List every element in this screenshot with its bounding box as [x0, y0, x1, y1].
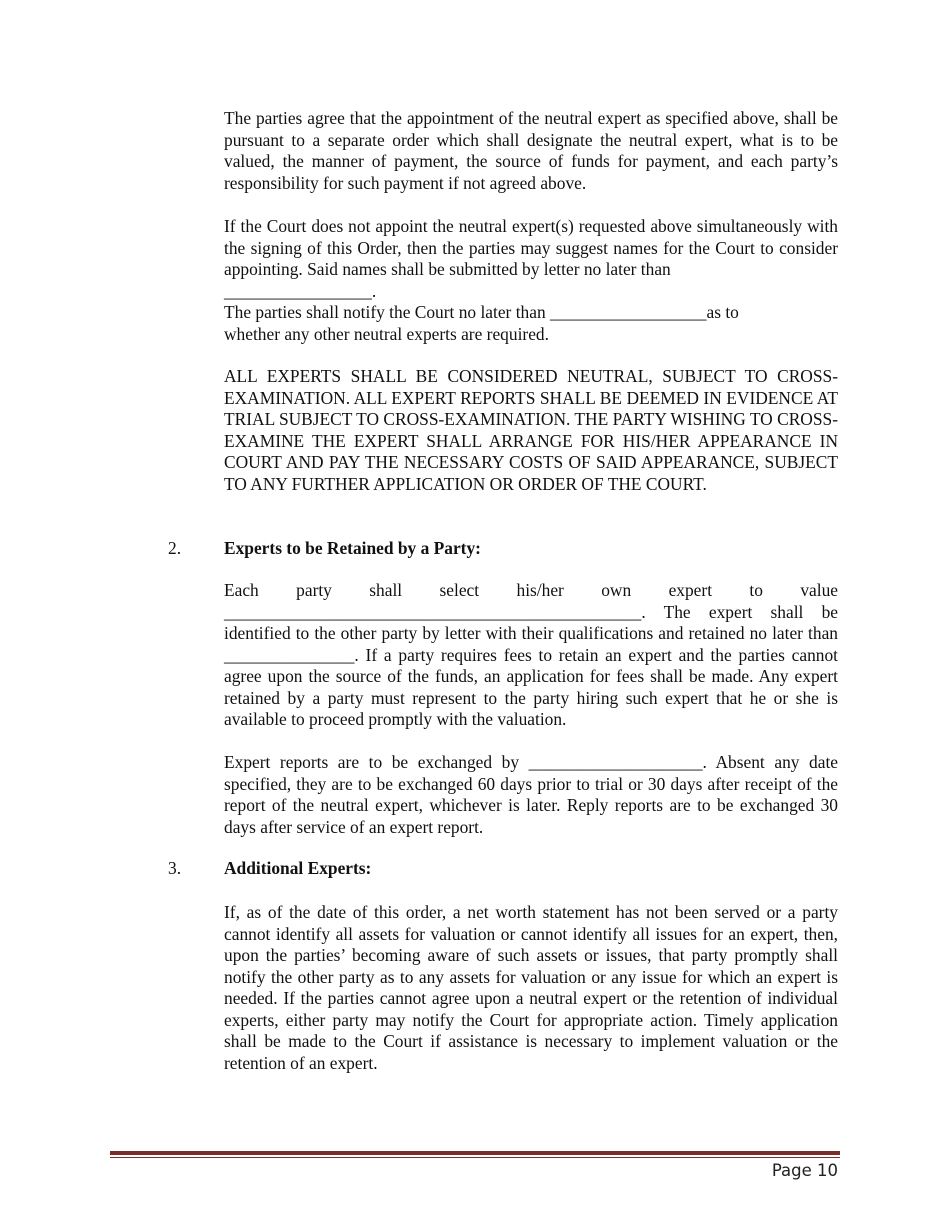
page-number: Page 10 — [771, 1161, 838, 1180]
section-3-heading: Additional Experts: — [224, 858, 372, 878]
party-expert-rest: ________________________________________________. The expert shall be identified to the other party by letter with their qualifications and retained no later than _______________. If a party requires fees to retain an expert and the parties cannot agree upon the source of the funds, an application for fees shall be made. Any expert retained by a party must represent to the party hiring such expert that he or she is available to proceed promptly with the valuation. — [224, 601, 838, 729]
paragraph-notify-court — [224, 302, 838, 345]
section-2-number: 2. — [168, 538, 182, 558]
paragraph-court-appointment-text: If the Court does not appoint the neutral expert(s) requested above simultaneously with the signing of this Order, then the parties may suggest names for the Court to consider appointing. Said names shall be submitted by letter no later than — [224, 216, 838, 279]
section-2-heading: Experts to be Retained by a Party: — [224, 538, 481, 558]
paragraph-neutral-expert-order: The parties agree that the appointment of the neutral expert as specified above, shall be pursuant to a separate order which shall designate the neutral expert, what is to be valued, the manner of payment, the source of funds for payment, and each party’s responsibility for such payment if not agreed above. — [224, 108, 838, 193]
notify-court-line-2: whether any other neutral experts are required. — [224, 323, 549, 344]
footer-divider — [110, 1151, 840, 1158]
section-3-number: 3. — [168, 858, 182, 878]
paragraph-party-expert — [224, 580, 838, 731]
paragraph-all-experts-neutral: ALL EXPERTS SHALL BE CONSIDERED NEUTRAL, SUBJECT TO CROSS-EXAMINATION. ALL EXPERT REPORTS SHALL BE DEEMED IN EVIDENCE AT TRIAL SUBJECT TO CROSS-EXAMINATION. THE PARTY WISHING TO CROSS-EXAMINE THE EXPERT SHALL ARRANGE FOR HIS/HER APPEARANCE IN COURT AND PAY THE NECESSARY COSTS OF SAID APPEARANCE, SUBJECT TO ANY FURTHER APPLICATION OR ORDER OF THE COURT. — [224, 366, 838, 494]
names-deadline-blank: _________________. — [224, 281, 377, 301]
notify-court-line-1: The parties shall notify the Court no later than __________________as to — [224, 302, 739, 322]
paragraph-expert-reports-exchange: Expert reports are to be exchanged by ____________________. Absent any date specified, they are to be exchanged 60 days prior to trial or 30 days after receipt of the report of the neutral expert, whichever is later. Reply reports are to be exchanged 30 days after service of an expert report. — [224, 752, 838, 837]
footer-divider-thick — [110, 1151, 840, 1155]
paragraph-court-appointment — [224, 216, 838, 281]
paragraph-additional-experts: If, as of the date of this order, a net worth statement has not been served or a party cannot identify all assets for valuation or cannot identify all issues for an expert, then, upon the parties’ becoming aware of such assets or issues, that party promptly shall notify the other party as to any assets for valuation or any issue for which an expert is needed. If the parties cannot agree upon a neutral expert or the retention of individual experts, either party may notify the Court for appropriate action. Timely application shall be made to the Court if assistance is necessary to implement valuation or the retention of an expert. — [224, 902, 838, 1073]
footer-divider-thin — [110, 1157, 840, 1158]
party-expert-first-line: Each party shall select his/her own expert to value — [224, 580, 838, 600]
